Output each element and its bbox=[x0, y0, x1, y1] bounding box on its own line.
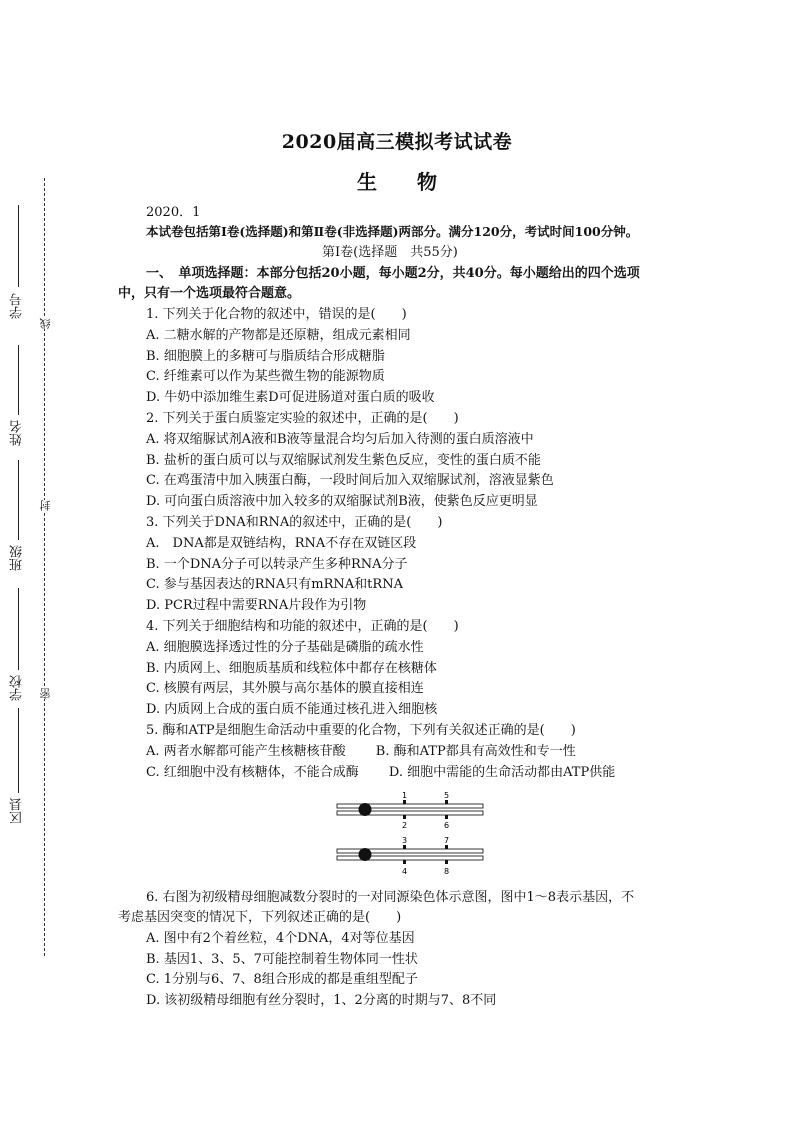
subject-char: 生 bbox=[357, 170, 377, 194]
subject-char: 物 bbox=[417, 170, 437, 194]
school-blank[interactable] bbox=[18, 588, 19, 670]
question-6-stem-line-1: 6. 右图为初级精母细胞减数分裂时的一对同源染色体示意图，图中1～8表示基因，不 bbox=[146, 890, 635, 905]
question-2-option-a[interactable]: A. 将双缩脲试剂A液和B液等量混合均匀后加入待测的蛋白质溶液中 bbox=[146, 432, 534, 447]
gene-marker bbox=[445, 800, 448, 804]
name-blank[interactable] bbox=[18, 345, 19, 415]
exam-date: 2020．1 bbox=[146, 205, 201, 220]
gene-label: 7 bbox=[443, 836, 450, 845]
question-2-stem: 2. 下列关于蛋白质鉴定实验的叙述中，正确的是( ) bbox=[146, 411, 459, 426]
school-label: 学校 bbox=[10, 675, 25, 701]
question-2-option-b[interactable]: B. 盐析的蛋白质可以与双缩脲试剂发生紫色反应，变性的蛋白质不能 bbox=[146, 453, 541, 468]
gene-label: 8 bbox=[443, 867, 450, 876]
instructions-line-2: 中，只有一个选项最符合题意。 bbox=[118, 286, 301, 301]
student-id-label: 学号 bbox=[10, 293, 25, 319]
section-title: 第Ⅰ卷(选择题 共55分) bbox=[322, 245, 458, 260]
question-1-option-c[interactable]: C. 纤维素可以作为某些微生物的能源物质 bbox=[146, 369, 385, 384]
gene-label: 6 bbox=[443, 821, 450, 830]
seal-char-seal: 封 bbox=[39, 500, 52, 511]
question-5-options-row-1[interactable]: A. 两者水解都可能产生核糖核苷酸 B. 酶和ATP都具有高效性和专一性 bbox=[146, 744, 576, 759]
question-4-option-d[interactable]: D. 内质网上合成的蛋白质不能通过核孔进入细胞核 bbox=[146, 702, 438, 717]
question-4-option-c[interactable]: C. 核膜有两层，其外膜与高尔基体的膜直接相连 bbox=[146, 681, 424, 696]
question-4-stem: 4. 下列关于细胞结构和功能的叙述中，正确的是( ) bbox=[146, 619, 459, 634]
centromere bbox=[359, 848, 372, 861]
question-2-option-d[interactable]: D. 可向蛋白质溶液中加入较多的双缩脲试剂B液，使紫色反应更明显 bbox=[146, 494, 538, 509]
exam-intro: 本试卷包括第Ⅰ卷(选择题)和第Ⅱ卷(非选择题)两部分。满分120分，考试时间100分钟。 bbox=[146, 224, 639, 239]
district-blank[interactable] bbox=[18, 708, 19, 793]
gene-label: 1 bbox=[401, 791, 408, 800]
question-3-option-d[interactable]: D. PCR过程中需要RNA片段作为引物 bbox=[146, 598, 367, 613]
question-5-stem: 5. 酶和ATP是细胞生命活动中重要的化合物，下列有关叙述正确的是( ) bbox=[146, 723, 576, 738]
binding-dashed-line bbox=[44, 178, 45, 956]
question-2-option-c[interactable]: C. 在鸡蛋清中加入胰蛋白酶，一段时间后加入双缩脲试剂，溶液显紫色 bbox=[146, 473, 554, 488]
gene-marker bbox=[445, 845, 448, 849]
class-label: 班级 bbox=[10, 545, 25, 571]
question-3-option-a[interactable]: A. DNA都是双链结构，RNA不存在双链区段 bbox=[146, 536, 417, 551]
gene-marker bbox=[403, 845, 406, 849]
question-3-stem: 3. 下列关于DNA和RNA的叙述中，正确的是( ) bbox=[146, 515, 443, 530]
question-4-option-b[interactable]: B. 内质网上、细胞质基质和线粒体中都存在核糖体 bbox=[146, 661, 437, 676]
class-blank[interactable] bbox=[18, 460, 19, 540]
question-4-option-a[interactable]: A. 细胞膜选择透过性的分子基础是磷脂的疏水性 bbox=[146, 640, 424, 655]
question-1-option-a[interactable]: A. 二糖水解的产物都是还原糖，组成元素相同 bbox=[146, 328, 411, 343]
gene-marker bbox=[445, 815, 448, 819]
gene-label: 2 bbox=[401, 821, 408, 830]
question-6-option-d[interactable]: D. 该初级精母细胞有丝分裂时，1、2分离的时期与7、8不同 bbox=[146, 993, 497, 1008]
exam-title: 2020届高三模拟考试试卷 bbox=[281, 131, 513, 153]
name-label: 姓名 bbox=[10, 420, 25, 446]
centromere bbox=[359, 803, 372, 816]
gene-label: 3 bbox=[401, 836, 408, 845]
seal-char-line: 线 bbox=[39, 318, 52, 329]
gene-marker bbox=[403, 860, 406, 864]
gene-marker bbox=[403, 815, 406, 819]
district-label: 区县 bbox=[10, 798, 25, 824]
question-1-option-d[interactable]: D. 牛奶中添加维生素D可促进肠道对蛋白质的吸收 bbox=[146, 390, 435, 405]
question-6-option-b[interactable]: B. 基因1、3、5、7可能控制着生物体同一性状 bbox=[146, 952, 418, 967]
subject-title bbox=[0, 166, 794, 195]
gene-marker bbox=[403, 800, 406, 804]
seal-char-secret: 密 bbox=[39, 688, 52, 699]
question-1-stem: 1. 下列关于化合物的叙述中，错误的是( ) bbox=[146, 307, 407, 322]
question-3-option-c[interactable]: C. 参与基因表达的RNA只有mRNA和tRNA bbox=[146, 577, 403, 592]
gene-label: 5 bbox=[443, 791, 450, 800]
instructions-line-1: 一、 单项选择题：本部分包括20小题，每小题2分，共40分。每小题给出的四个选项 bbox=[146, 266, 640, 281]
question-6-option-c[interactable]: C. 1分别与6、7、8组合形成的都是重组型配子 bbox=[146, 972, 418, 987]
question-3-option-b[interactable]: B. 一个DNA分子可以转录产生多种RNA分子 bbox=[146, 557, 408, 572]
homologous-chromosome-diagram bbox=[335, 788, 485, 880]
question-6-option-a[interactable]: A. 图中有2个着丝粒，4个DNA，4对等位基因 bbox=[146, 931, 415, 946]
student-id-blank[interactable] bbox=[18, 205, 19, 287]
question-6-stem-line-2: 考虑基因突变的情况下，下列叙述正确的是( ) bbox=[118, 910, 402, 925]
gene-label: 4 bbox=[401, 867, 408, 876]
question-5-options-row-2[interactable]: C. 红细胞中没有核糖体，不能合成酶 D. 细胞中需能的生命活动都由ATP供能 bbox=[146, 765, 616, 780]
question-1-option-b[interactable]: B. 细胞膜上的多糖可与脂质结合形成糖脂 bbox=[146, 349, 385, 364]
gene-marker bbox=[445, 860, 448, 864]
